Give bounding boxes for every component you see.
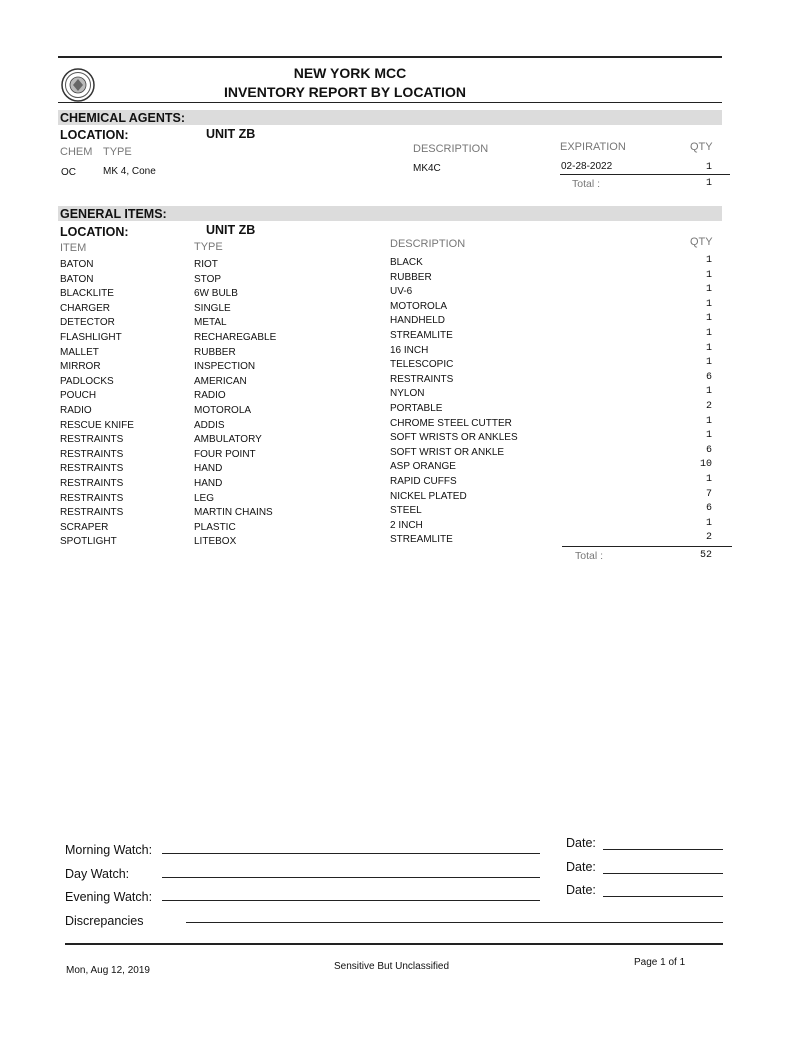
type-cell: PLASTIC: [194, 521, 236, 533]
item-cell: RESTRAINTS: [60, 434, 124, 446]
type-cell: LITEBOX: [194, 536, 237, 548]
type-cell: AMBULATORY: [194, 434, 262, 446]
item-cell: RESTRAINTS: [60, 492, 124, 504]
header-rule: [58, 102, 722, 103]
col-item: ITEM: [60, 242, 87, 254]
type-cell: RUBBER: [194, 346, 236, 358]
description-cell: NICKEL PLATED: [390, 490, 467, 502]
description-cell: 16 INCH: [390, 344, 429, 356]
qty-cell: 1: [705, 313, 712, 325]
item-cell: MIRROR: [60, 361, 101, 373]
morning-date-line[interactable]: [603, 849, 723, 850]
item-cell: SPOTLIGHT: [60, 536, 117, 548]
item-cell: RESTRAINTS: [60, 448, 124, 460]
type-cell: STOP: [194, 273, 222, 285]
morning-watch-line[interactable]: [162, 853, 540, 854]
description-cell: STREAMLITE: [390, 329, 453, 341]
day-watch-line[interactable]: [162, 877, 540, 878]
type-cell: MARTIN CHAINS: [194, 507, 273, 519]
qty-cell: 1: [705, 415, 712, 427]
footer-date: Mon, Aug 12, 2019: [66, 965, 150, 976]
description-cell: MOTOROLA: [390, 300, 448, 312]
chemical-total-label: Total :: [572, 178, 601, 190]
table-row: [60, 532, 720, 550]
item-cell: POUCH: [60, 390, 97, 402]
col-type: TYPE: [194, 241, 223, 253]
general-location-value: UNIT ZB: [206, 223, 256, 237]
day-date-line[interactable]: [603, 873, 723, 874]
type-cell: SINGLE: [194, 302, 231, 314]
top-rule: [58, 56, 722, 58]
morning-date-label: Date:: [566, 836, 596, 850]
expiration-cell: 02-28-2022: [561, 161, 613, 172]
type-cell: AMERICAN: [194, 375, 247, 387]
item-cell: RESTRAINTS: [60, 463, 124, 475]
description-cell: HANDHELD: [390, 315, 446, 327]
description-cell: RESTRAINTS: [390, 373, 454, 385]
discrepancies-line[interactable]: [186, 922, 723, 923]
item-cell: RESCUE KNIFE: [60, 419, 134, 431]
general-total-label: Total :: [575, 550, 604, 562]
evening-date-line[interactable]: [603, 896, 723, 897]
description-cell: RUBBER: [390, 271, 432, 283]
type-cell: HAND: [194, 477, 223, 489]
footer-page: Page 1 of 1: [634, 957, 686, 968]
qty-cell: 7: [705, 488, 712, 500]
chemical-location-value: UNIT ZB: [206, 127, 256, 141]
qty-cell: 1: [705, 517, 712, 529]
col-expiration: EXPIRATION: [560, 141, 626, 153]
qty-cell: 6: [705, 503, 712, 515]
chemical-location-label: LOCATION:: [60, 128, 129, 142]
description-cell: BLACK: [390, 257, 423, 268]
general-section-title: GENERAL ITEMS:: [60, 207, 167, 221]
description-cell: ASP ORANGE: [390, 461, 456, 473]
qty-cell: 6: [705, 371, 712, 383]
item-cell: PADLOCKS: [60, 375, 114, 387]
item-cell: SCRAPER: [60, 521, 109, 533]
item-cell: BLACKLITE: [60, 288, 114, 300]
qty-cell: 1: [705, 342, 712, 354]
qty-cell: 1: [705, 269, 712, 281]
qty-cell: 10: [699, 459, 712, 471]
qty-cell: 1: [705, 473, 712, 485]
description-cell: CHROME STEEL CUTTER: [390, 417, 512, 429]
footer-rule: [65, 943, 723, 945]
type-cell: ADDIS: [194, 419, 225, 431]
type-cell: 6W BULB: [194, 288, 238, 300]
evening-watch-label: Evening Watch:: [65, 890, 153, 904]
col-qty: QTY: [690, 141, 713, 153]
general-location-label: LOCATION:: [60, 225, 129, 239]
description-cell: STEEL: [390, 505, 422, 517]
col-chem: CHEM: [60, 146, 93, 158]
item-cell: RESTRAINTS: [60, 477, 124, 489]
qty-cell: 1: [705, 327, 712, 339]
type-cell: FOUR POINT: [194, 448, 256, 460]
general-total-rule: [562, 546, 732, 547]
item-cell: BATON: [60, 259, 94, 270]
description-cell: 2 INCH: [390, 519, 423, 531]
qty-cell: 1: [705, 255, 712, 266]
morning-watch-label: Morning Watch:: [65, 843, 153, 857]
chemical-total-rule: [560, 174, 730, 175]
type-cell: LEG: [194, 492, 215, 504]
item-cell: RESTRAINTS: [60, 507, 124, 519]
qty-cell: 2: [705, 400, 712, 412]
qty-cell: 1: [705, 386, 712, 398]
type-cell: METAL: [194, 317, 227, 329]
type-cell: RIOT: [194, 259, 218, 270]
type-cell: MK 4, Cone: [103, 166, 156, 177]
item-cell: BATON: [60, 273, 94, 285]
qty-cell: 6: [705, 444, 712, 456]
day-watch-label: Day Watch:: [65, 867, 130, 881]
evening-watch-line[interactable]: [162, 900, 540, 901]
type-cell: INSPECTION: [194, 361, 256, 373]
type-cell: HAND: [194, 463, 223, 475]
description-cell: MK4C: [413, 163, 441, 174]
col-description: DESCRIPTION: [413, 143, 489, 155]
footer-classification: Sensitive But Unclassified: [334, 961, 450, 972]
qty-cell: 1: [705, 430, 712, 442]
qty-cell: 1: [705, 284, 712, 296]
chemical-total-value: 1: [705, 178, 712, 189]
description-cell: SOFT WRIST OR ANKLE: [390, 446, 505, 458]
evening-date-label: Date:: [566, 883, 596, 897]
org-name: NEW YORK MCC: [293, 65, 407, 81]
description-cell: RAPID CUFFS: [390, 475, 457, 487]
type-cell: MOTOROLA: [194, 404, 252, 416]
item-cell: FLASHLIGHT: [60, 331, 122, 343]
qty-cell: 2: [705, 532, 712, 544]
description-cell: PORTABLE: [390, 402, 443, 414]
item-cell: RADIO: [60, 404, 92, 416]
general-items-table: [60, 255, 720, 550]
col-description: DESCRIPTION: [390, 238, 466, 250]
qty-cell: 1: [705, 162, 712, 173]
col-type: TYPE: [103, 146, 132, 158]
qty-cell: 1: [705, 357, 712, 369]
item-cell: DETECTOR: [60, 317, 115, 329]
chem-cell: OC: [61, 167, 76, 178]
description-cell: TELESCOPIC: [390, 359, 454, 371]
qty-cell: 1: [705, 298, 712, 310]
type-cell: RECHAREGABLE: [194, 331, 277, 343]
item-cell: CHARGER: [60, 302, 111, 314]
type-cell: RADIO: [194, 390, 226, 402]
description-cell: NYLON: [390, 388, 425, 400]
description-cell: UV-6: [390, 286, 413, 298]
chemical-section-title: CHEMICAL AGENTS:: [60, 111, 185, 125]
day-date-label: Date:: [566, 860, 596, 874]
discrepancies-label: Discrepancies: [65, 914, 144, 928]
item-cell: MALLET: [60, 346, 99, 358]
col-qty: QTY: [690, 236, 713, 248]
agency-seal-icon: [61, 68, 95, 102]
description-cell: SOFT WRISTS OR ANKLES: [390, 432, 518, 444]
report-title: INVENTORY REPORT BY LOCATION: [224, 84, 466, 100]
description-cell: STREAMLITE: [390, 534, 453, 546]
general-total-value: 52: [699, 550, 712, 561]
